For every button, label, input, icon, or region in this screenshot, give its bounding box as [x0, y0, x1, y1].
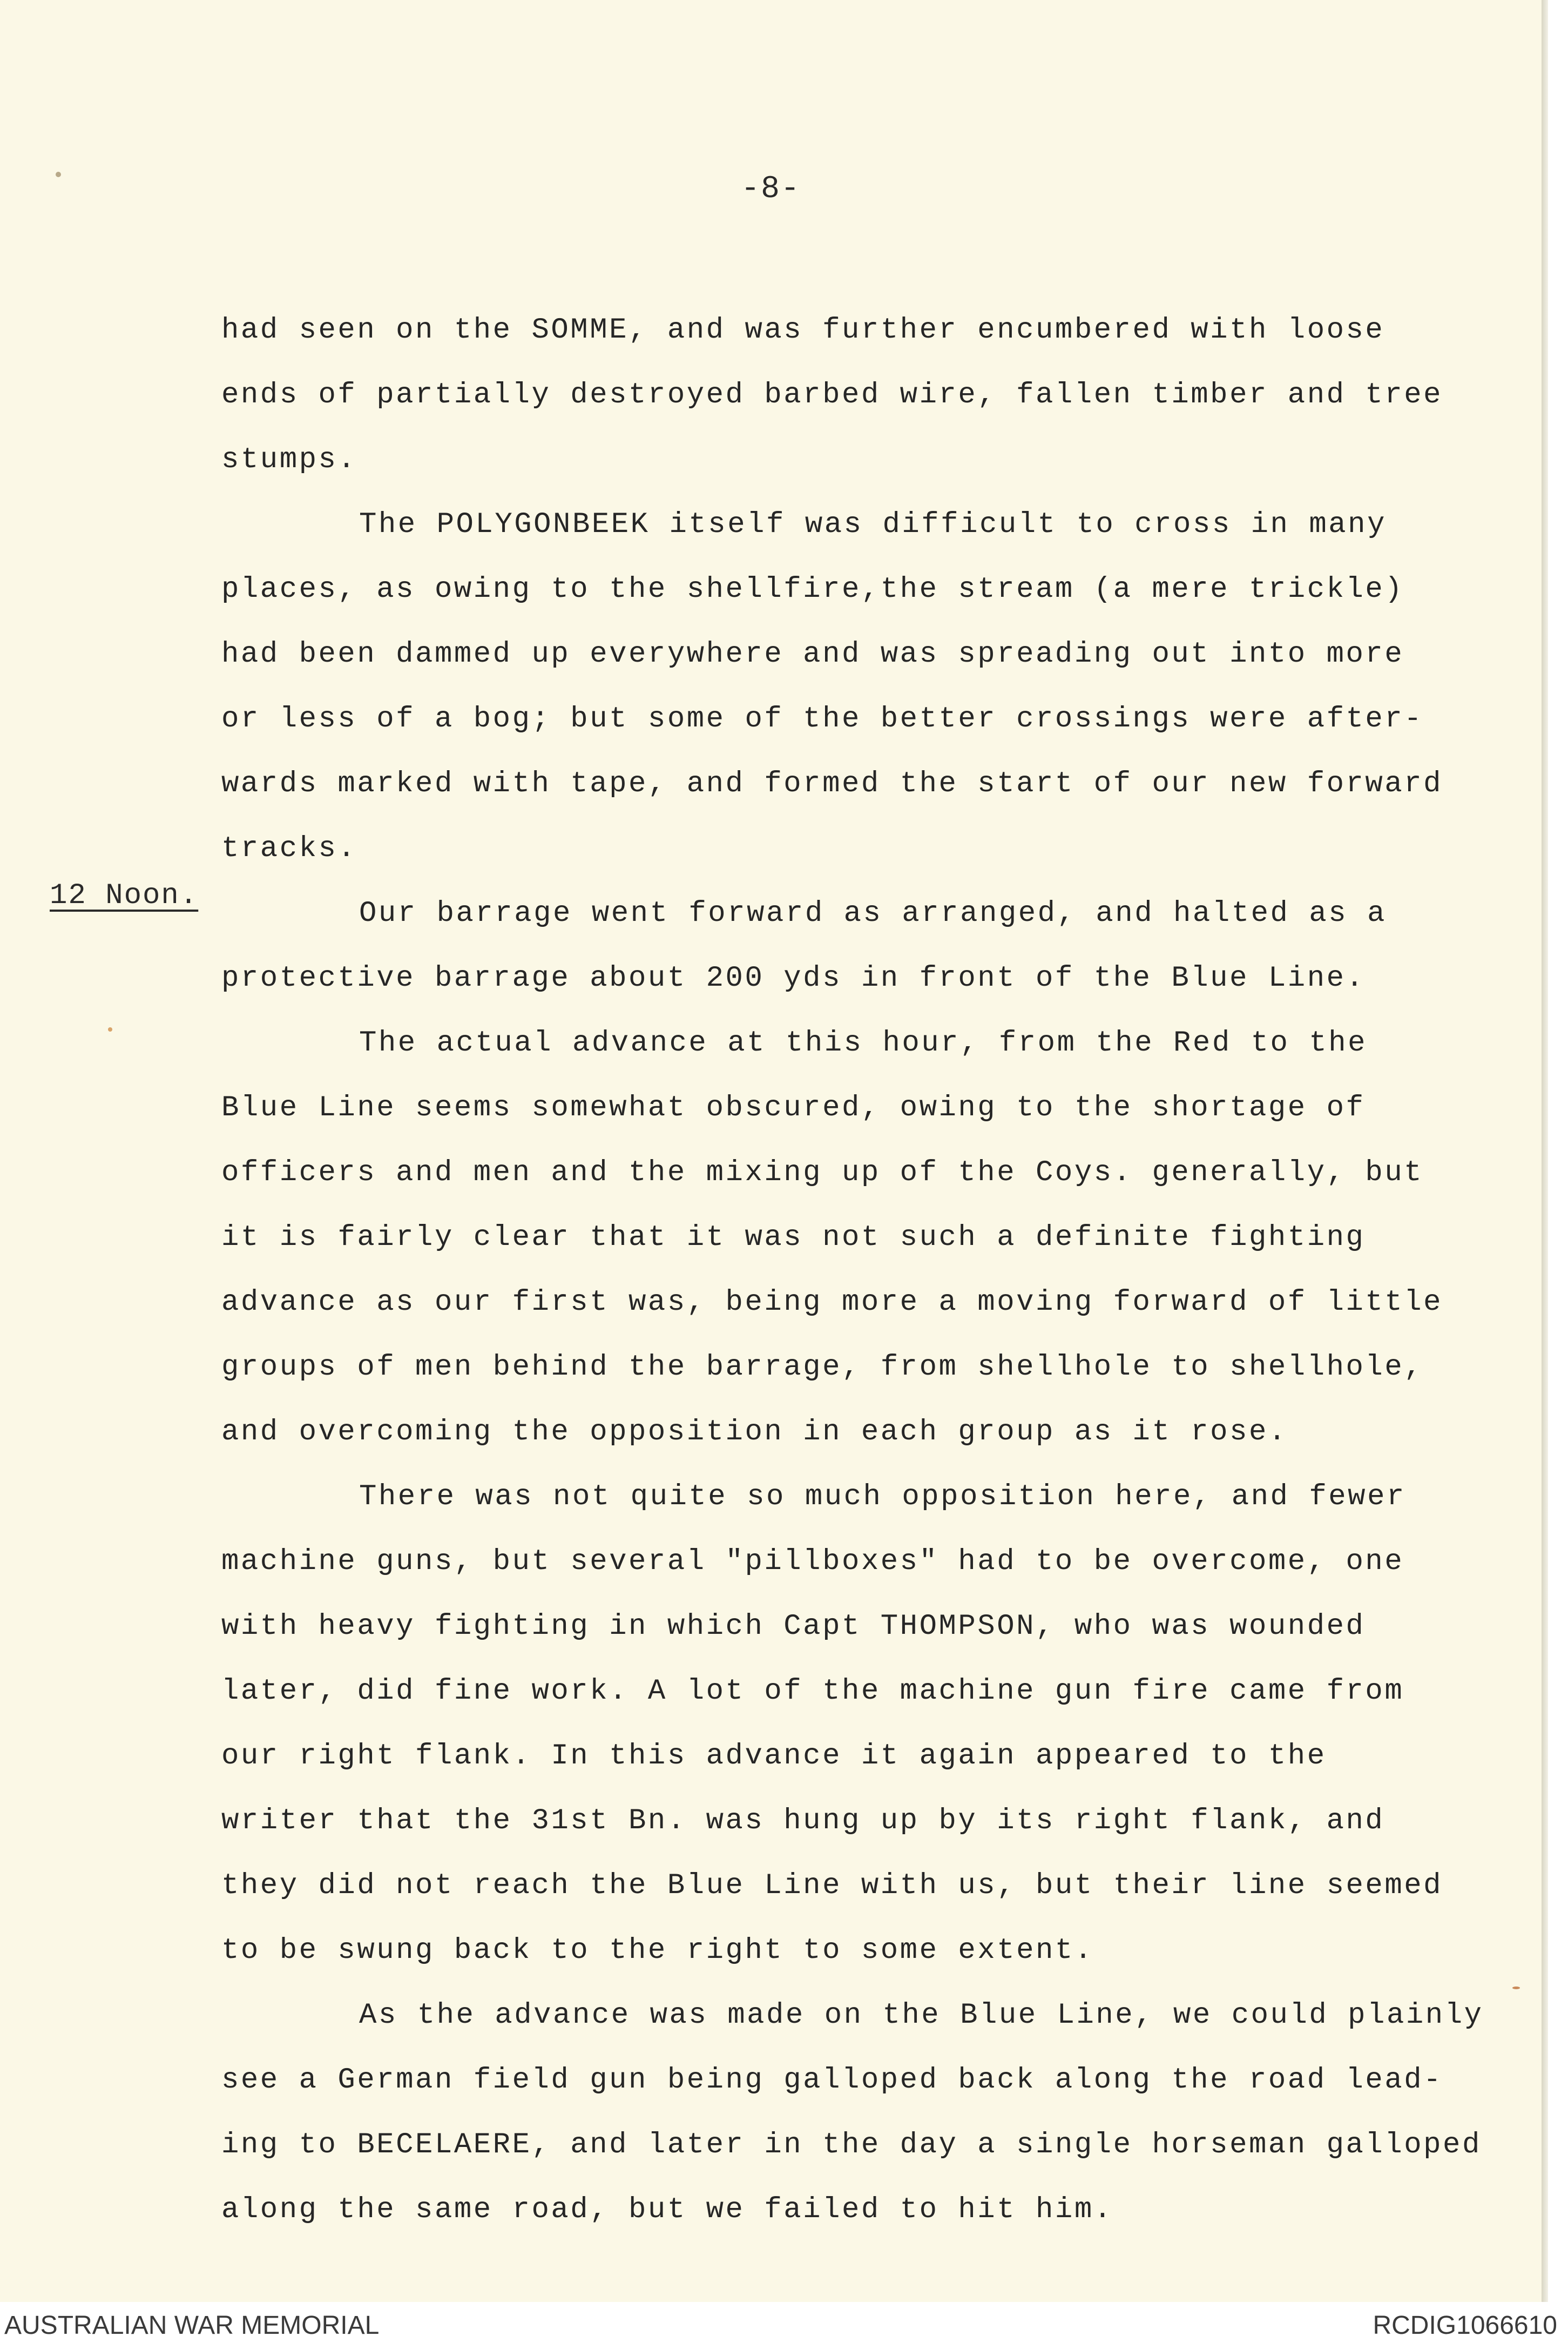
- text-line: and overcoming the opposition in each group as it rose.: [221, 1416, 1288, 1449]
- text-line: groups of men behind the barrage, from shellhole to shellhole,: [221, 1351, 1424, 1384]
- text-line: had seen on the SOMME, and was further encumbered with loose: [221, 314, 1385, 347]
- text-line: along the same road, but we failed to hit him.: [221, 2193, 1113, 2226]
- text-line: they did not reach the Blue Line with us, but their line seemed: [221, 1869, 1443, 1902]
- text-line: protective barrage about 200 yds in front of the Blue Line.: [221, 962, 1366, 995]
- paper-speck: [108, 1027, 112, 1032]
- footer-record-id: RCDIG1066610: [1373, 2311, 1557, 2340]
- margin-time-note: 12 Noon.: [50, 879, 199, 912]
- text-line: our right flank. In this advance it again appeared to the: [221, 1740, 1327, 1773]
- text-line: officers and men and the mixing up of the Coys. generally, but: [221, 1156, 1424, 1189]
- text-line: with heavy fighting in which Capt THOMPSON, who was wounded: [221, 1610, 1366, 1643]
- text-line: or less of a bog; but some of the better crossings were after-: [221, 703, 1424, 736]
- text-line: stumps.: [221, 443, 357, 476]
- text-line: places, as owing to the shellfire,the stream (a mere trickle): [221, 573, 1404, 606]
- text-line: later, did fine work. A lot of the machine gun fire came from: [221, 1675, 1404, 1708]
- text-line: had been dammed up everywhere and was spreading out into more: [221, 638, 1404, 671]
- page-edge: [1542, 0, 1548, 2302]
- text-line: ends of partially destroyed barbed wire, fallen timber and tree: [221, 379, 1443, 412]
- text-line: ing to BECELAERE, and later in the day a single horseman galloped: [221, 2129, 1482, 2162]
- text-line: advance as our first was, being more a moving forward of little: [221, 1286, 1443, 1319]
- text-line: machine guns, but several "pillboxes" had to be overcome, one: [221, 1545, 1404, 1578]
- text-line: There was not quite so much opposition here, and fewer: [359, 1480, 1406, 1513]
- text-line: writer that the 31st Bn. was hung up by its right flank, and: [221, 1805, 1385, 1837]
- typed-text-body: [221, 298, 1528, 2243]
- archive-footer: [0, 2302, 1568, 2343]
- text-line: to be swung back to the right to some extent.: [221, 1934, 1094, 1967]
- text-line: Our barrage went forward as arranged, and halted as a: [359, 897, 1387, 930]
- text-line: tracks.: [221, 832, 357, 865]
- text-line: As the advance was made on the Blue Line, we could plainly: [359, 1999, 1484, 2032]
- page-number: -8-: [741, 172, 801, 207]
- text-line: Blue Line seems somewhat obscured, owing to the shortage of: [221, 1092, 1366, 1125]
- footer-collection-label: AUSTRALIAN WAR MEMORIAL: [4, 2311, 380, 2340]
- text-line: The actual advance at this hour, from the Red to the: [359, 1027, 1368, 1060]
- text-line: The POLYGONBEEK itself was difficult to cross in many: [359, 508, 1387, 541]
- text-line: it is fairly clear that it was not such a definite fighting: [221, 1221, 1366, 1254]
- text-line: see a German field gun being galloped back along the road lead-: [221, 2064, 1443, 2097]
- text-line: wards marked with tape, and formed the start of our new forward: [221, 767, 1443, 800]
